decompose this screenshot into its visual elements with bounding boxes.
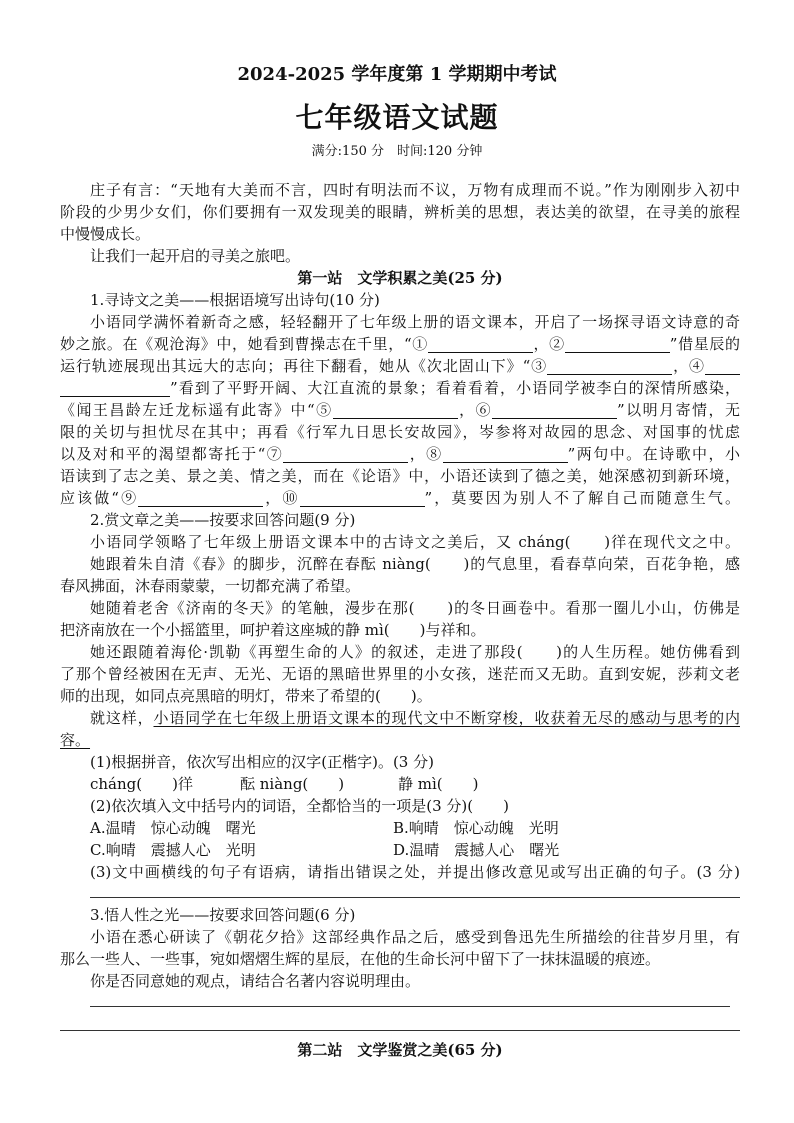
q2-text-line: 她跟着朱自清《春》的脚步，沉醉在春酝 niàng( )的气息里，看春草向荣，百花争艳，感 [90,555,740,573]
answer-blank [565,336,670,353]
option-c: C.响晴 震撼人心 光明 [90,841,256,859]
answer-blank [492,402,617,419]
pinyin-row [60,773,740,795]
q2-text-line: 小语同学领略了七年级上册语文课本中的古诗文之美后，又 cháng( )徉在现代文之中。 [90,533,740,551]
answer-blank [138,490,263,507]
underlined-sentence: 容。 [60,731,91,749]
q2-text-line: 春风拂面，沐春雨蒙蒙，一切都充满了希望。 [60,577,361,595]
question-title-q1: 1.寻诗文之美——根据语境写出诗句(10 分) [90,291,380,309]
q1-text: ”，莫要因为别人不了解自己而随意生气。 [424,489,740,507]
underlined-sentence: 小语同学在七年级上册语文课本的现代文中不断穿梭，收获着无尽的感动与思考的内 [153,709,740,727]
pinyin-item: 酝 niàng( ) [240,775,345,793]
options-row [60,817,740,839]
q1-text-line [60,333,740,355]
answer-line [90,992,730,1007]
q1-text-line: 限的关切与担忧尽在其中；再看《行军九日思长安故园》，岑参将对故园的思念、对国事的忧虑 [60,423,740,441]
section-divider [60,1030,740,1031]
answer-blank [60,380,170,397]
exam-body [60,179,740,1061]
q1-text: ，④ [672,357,705,375]
question-title-q2: 2.赏文章之美——按要求回答问题(9 分) [90,511,356,529]
answer-blank [300,490,425,507]
intro-line: 中慢慢成长。 [60,225,151,243]
subject-title: 七年级语文试题 [295,101,499,134]
q1-text-line [60,399,740,421]
pinyin-item: 静 mì( ) [398,775,479,793]
q1-text: 《闻王昌龄左迁龙标遥有此寄》中“⑤ [60,401,333,419]
intro-line: 阶段的少男少女们，你们要拥有一双发现美的眼睛，辨析美的思想，表达美的欲望，在寻美的旅程 [60,203,740,221]
q1-text: 以及对和平的渴望都寄托于“⑦ [60,445,284,463]
q2-text-line: 师的出现，如同点亮黑暗的明灯，带来了希望的( )。 [60,687,432,705]
q3-text-line: 那么一些人、一些事，宛如熠熠生辉的星辰，在他的生命长河中留下了一抹抹温暖的痕迹。 [60,950,661,968]
option-b: B.响晴 惊心动魄 光明 [393,819,559,837]
q1-text: ”以明月寄情，无 [617,401,740,419]
q3-prompt: 你是否同意她的观点，请结合名著内容说明理由。 [90,972,421,990]
answer-blank [547,358,672,375]
q1-text-line: 语读到了志之美、景之美、情之美，而在《论语》中，小语还读到了德之美，她深感初到新环境， [60,467,740,485]
q1-text: 运行轨迹展现出其远大的志向；再往下翻看，她从《次北固山下》“③ [60,357,548,375]
question-title-q3: 3.悟人性之光——按要求回答问题(6 分) [90,906,356,924]
answer-blank [333,402,458,419]
exam-title: 2024-2025 学年度第 1 学期期中考试 [237,64,557,85]
sub-question-3: (3)文中画横线的句子有语病，请指出错误之处，并提出修改意见或写出正确的句子。(3 分) [90,863,740,881]
intro-closing: 让我们一起开启的寻美之旅吧。 [90,247,301,265]
q1-text: ，⑩ [263,489,300,507]
answer-blank [443,446,568,463]
q1-text: ”看到了平野开阔、大江直流的景象；看着看着，小语同学被李白的深情所感染， [170,379,740,397]
section-heading-station1: 第一站 文学积累之美(25 分) [297,269,503,287]
q2-text: 就这样， [90,709,154,727]
q1-text: ”两句中。在诗歌中，小 [567,445,740,463]
exam-meta: 满分:150 分 时间:120 分钟 [311,144,483,159]
q2-text-line: 把济南放在一个小摇篮里，呵护着这座城的静 mì( )与祥和。 [60,621,486,639]
answer-blank [428,336,533,353]
q2-text-line: 她随着老舍《济南的冬天》的笔触，漫步在那( )的冬日画卷中。看那一圈儿小山，仿佛是 [90,599,740,617]
section-heading-station2: 第二站 文学鉴赏之美(65 分) [297,1041,503,1059]
intro-line: 庄子有言：“天地有大美而不言，四时有明法而不议，万物有成理而不说。”作为刚刚步入初中 [90,181,740,199]
sub-question-2: (2)依次填入文中括号内的词语，全都恰当的一项是(3 分)( ) [90,797,509,815]
q1-text-line [60,487,740,509]
q1-text: ”借星辰的 [669,335,741,353]
options-row [60,839,740,861]
option-a: A.温晴 惊心动魄 曙光 [90,819,256,837]
option-d: D.温晴 震撼人心 曙光 [393,841,560,859]
q3-text-line: 小语在悉心研读了《朝花夕拾》这部经典作品之后，感受到鲁迅先生所描绘的往昔岁月里，有 [90,928,740,946]
answer-blank [705,358,740,375]
q1-text-line [60,443,740,465]
q1-text: 妙之旅。在《观沧海》中，她看到曹操志在千里，“① [60,335,428,353]
q1-text: 应该做“⑨ [60,489,139,507]
q1-text: ，⑧ [408,445,443,463]
answer-line [90,883,740,898]
q2-text-line: 了那个曾经被困在无声、无光、无语的黑暗世界里的小女孩，迷茫而又无助。直到安妮，莎莉文老 [60,665,740,683]
pinyin-item: cháng( )徉 [90,775,193,793]
q2-text-line [60,707,740,729]
sub-question-1: (1)根据拼音，依次写出相应的汉字(正楷字)。(3 分) [90,753,434,771]
q2-text-line [60,729,740,751]
q1-text: ，② [532,335,565,353]
q1-text-line [60,355,740,377]
answer-blank [283,446,408,463]
q2-text-line: 她还跟随着海伦·凯勒《再塑生命的人》的叙述，走进了那段( )的人生历程。她仿佛看到 [90,643,740,661]
q1-text: ，⑥ [457,401,493,419]
q1-text-line [60,377,740,399]
q1-text-line: 小语同学满怀着新奇之感，轻轻翻开了七年级上册的语文课本，开启了一场探寻语文诗意的奇 [90,313,740,331]
